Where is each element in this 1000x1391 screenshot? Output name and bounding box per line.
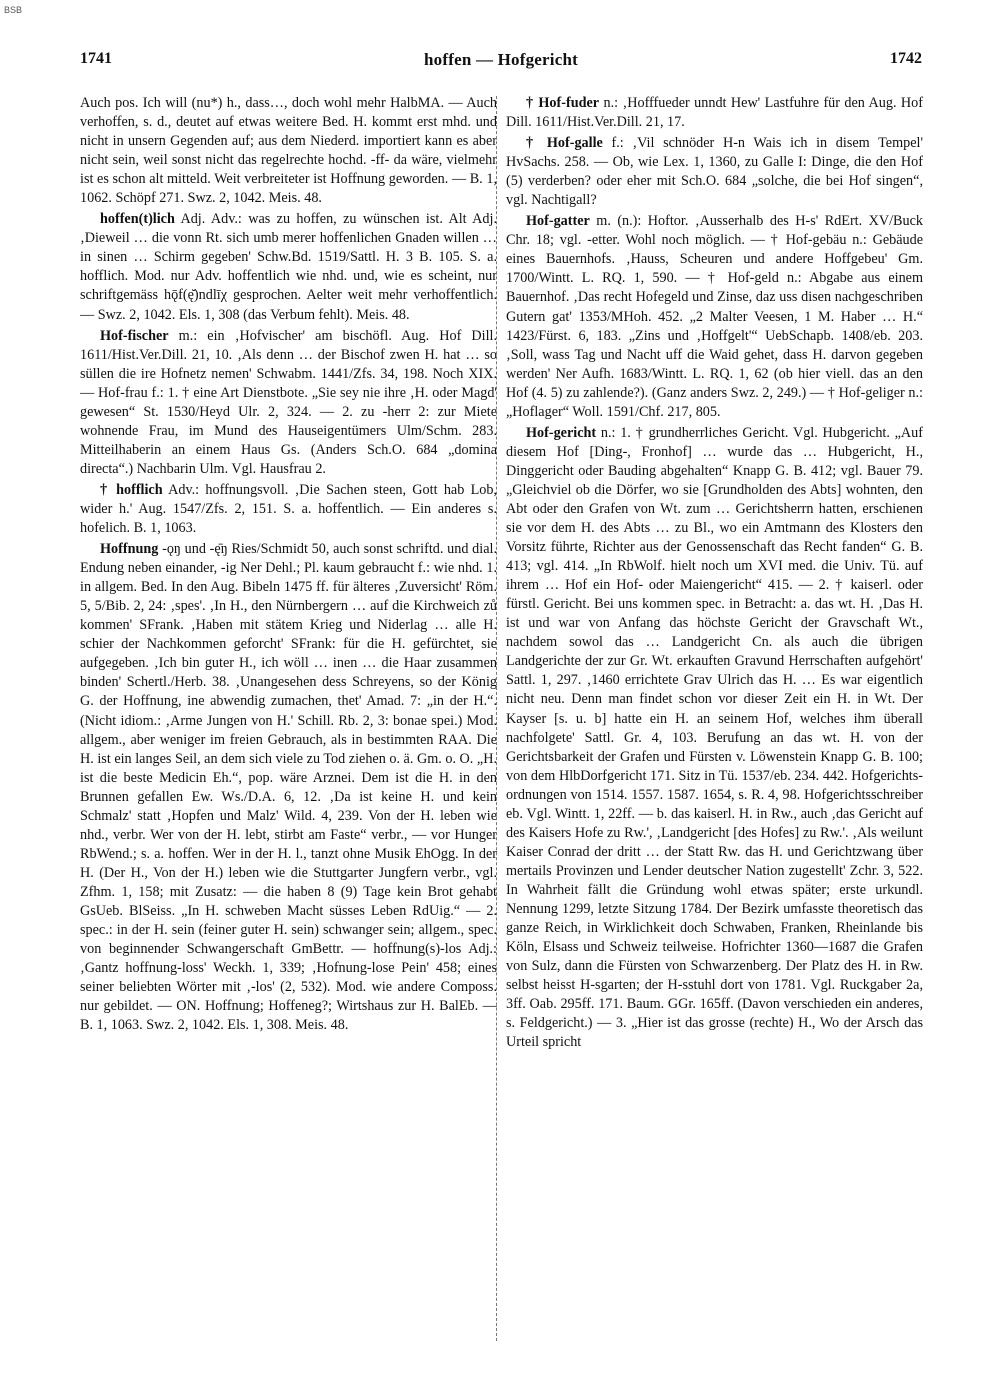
entry-headword: † Hof-fuder [526,95,600,111]
dictionary-entry [80,540,497,1035]
page-header [80,50,922,74]
entry-headword: † hofflich [100,481,163,498]
entry-text: m.: ein ‚Hofvischer' am bischöfl. Aug. Hof Dill. 1611/Hist.Ver.Dill. 21, 10. ‚Als denn … der Bischof zwen H. hat … so süllen die ire Hofnetz nemen' Schwabm. 1441/Zfs. 34, 198. Noch XIX. — Hof-frau f.: 1. † eine Art Dienstbote. „Sie sey nie ihre ‚H. oder Magd' gewesen“ St. 1530/Heyd Ulr. 2, 324. — 2. zu -herr 2: zur Miete wohnende Frau, im Mund des Hauseigentümers Ulm/Schm. 283. Mitteilhaberin an einem Haus Gs. (Anders Sch.O. 684 „domina directa“.) Nachbarin Ulm. Vgl. Hausfrau 2. [80,327,497,477]
left-column [80,94,497,1344]
dictionary-entry-continuation [80,94,497,208]
entry-text: f.: ‚Vil schnöder H-n Wais ich in disem Tempel' HvSachs. 258. — Ob, wie Lex. 1, 1360, zu Galle I: Dinge, die den Hof (5) verderben? oder eher mit Sch.O. 684 „solche, die bei Hof singen“, vgl. Nachtigall? [506,135,923,209]
entry-headword: Hof-gatter [526,213,590,230]
dictionary-entry [506,212,923,422]
running-title: hoffen — Hofgericht [424,50,578,69]
library-stamp: BSB [4,5,23,15]
entry-headword: Hof-fischer [100,327,169,344]
dictionary-entry [80,327,497,479]
entry-text: Adj. Adv.: was zu hoffen, zu wünschen ist. Alt Adj. ‚Dieweil … die vonn Rt. sich umb merer hoffenlichen Gnaden willen … in sinen … Schirm gegeben' Schw.Bd. 1519/Sattl. H. 3 B. 105. S. a. hofflich. Mod. nur Adv. hoffentlich wie nhd. und, wie es scheint, nur schriftgemäss hǭf(ę̆)ndlīχ gesprochen. Aelter weit mehr verhoffentlich. — Swz. 2, 1042. Els. 1, 308 (das Verbum fehlt). Meis. 48. [80,211,497,323]
dictionary-entry [80,481,497,538]
entry-text: n.: ‚Hofffueder unndt Hew' Lastfuhre für den Aug. Hof Dill. 1611/Hist.Ver.Dill. 21, 17. [506,95,923,131]
entry-headword: † Hof-galle [526,135,603,152]
dictionary-entry [506,424,923,1053]
dictionary-entry [80,210,497,324]
entry-headword: Hoffnung [100,541,159,558]
entry-text: Adv.: hoffnungsvoll. ‚Die Sachen steen, Gott hab Lob, wider h.' Aug. 1547/Zfs. 2, 151. S. a. hoffentlich. — Ein anderes s. hofelich. B. 1, 1063. [80,481,497,537]
entry-headword: Hof-gericht [526,424,597,441]
right-column [506,94,923,1344]
page-number-left: 1741 [80,50,112,67]
dictionary-entry [506,94,923,132]
entry-text: Auch pos. Ich will (nu*) h., dass…, doch wohl mehr HalbMA. — Auch verhoffen, s. d., deutet auf etwas weitere Bed. H. kommt erst mhd. und nicht in unsern Gegenden auf; aus dem Niederd. importiert kann es aber nicht sein, weil sonst nicht das regelrechte hochd. -ff- da wäre, vielmehr ist es schon alt mitteld. Weit verbreiteter ist Hoffnung geworden. — B. 1, 1062. Schöpf 271. Swz. 2, 1042. Meis. 48. [80,95,497,207]
column-divider [496,96,497,1341]
entry-text: -ǫŋ und -ę̄ŋ Ries/Schmidt 50, auch sonst schriftd. und dial. Endung neben einander, -ig Ner Dehl.; Pl. kaum gebraucht f.: wie nhd. 1. in allgem. Bed. In den Aug. Bibeln 1475 ff. für älteres ‚Zuversicht' Röm. 5, 5/Bib. 2, 24: ‚spes'. ‚In H., den Nürnbergern … auf die Kirchweich zů kommen' SFrank. ‚Haben mit stätem Krieg und Niderlag … alle H. schier der Nachkommen geforcht' SFrank: für die H. gefürchtet, sie aufgegeben. ‚Ich bin guter H., ich wöll … inen … die Haar zusammen binden' Schertl./Herb. 38. ‚Unangesehen dess Schreyens, so der König G. der Hoffnung, ine abwendig zumachen, thet' Amad. 7: „in der H.“. (Nicht idiom.: ‚Arme Jungen von H.' Schill. Rb. 2, 3: bonae spei.) Mod. allgem., aber weniger im freien Gebrauch, als in bestimmten RAA. Die H. ist ein langes Seil, an dem sich viele zu Tod ziehen o. ä. Gm. o. O. „H. ist die beste Medicin Eh.“, pop. wäre Arznei. Dem ist die H. in den Brunnen gefallen Ew. Ws./D.A. 6, 12. ‚Da ist keine H. und kein Schmalz' statt ‚Hopfen und Malz' Wild. 4, 239. Von der H. leben wie nhd., verbr. Wer von der H. lebt, stirbt am Faste“ verbr., — vor Hunger RbWend.; s. a. hoffen. Wer in der H. l., tanzt ohne Musik EhOgg. In der H. (Der H., Von der H.) leben wie die Stuttgarter Jungfern verbr., vgl. Zfhm. 1, 158; mit Zusatz: — die haben 8 (9) Tage kein Brot gehabt GsUeb. BlSeiss. „In H. schweben Macht süsses Leben RdUig.“ — 2. spec.: in der H. sein (feiner guter H. sein) schwanger sein; allgem., spec. von beginnender Schwangerschaft GmBettr. — hoffnung(s)-los Adj.: ‚Gantz hoffnung-loss' Weckh. 1, 339; ‚Hofnung-lose Pein' 458; eines seiner beliebten Wörter mit ‚-los' (2, 532). Mod. wie andere Composs. nur gebildet. — ON. Hoffnung; Hoffeneg?; Wirtshaus zur H. BalEb. — B. 1, 1063. Swz. 2, 1042. Els. 1, 308. Meis. 48. [80,541,497,1034]
entry-headword: hoffen(t)lich [100,211,175,228]
dictionary-entry [506,134,923,210]
page-number-right: 1742 [890,50,922,67]
entry-text: n.: 1. † grundherrliches Gericht. Vgl. Hubgericht. „Auf diesem Hof [Ding-, Fronhof] … wurde das … Hubgericht, H., Dinggericht oder Bauding abgehalten“ Knapp G. B. 412; vgl. Bauer 79. „Gleichviel ob die Dörfer, wo sie [Grundholden des Abts] wohnten, den Abt oder den Grafen von Wt. zum … Gerichtsherrn hatten, erschienen sie vor dem H. des Abts … zu Bl., wo ein Amtmann des Klosters den Vorsitz führte, Richter aus der Genossenschaft das Recht fanden“ G. B. 413; vgl. 414. „In RbWolf. hielt noch um XVI med. die Univ. Tü. auf ihrem … Hof ein Hof- oder Maiengericht“ 415. — 2. † kaiserl. oder fürstl. Gericht. Bei uns kommen spec. in Betracht: a. das wt. H. ‚Das H. ist und war von Anfang das höchste Gericht der Gravschaft Wt., nachdem sowol das … Landgericht Cn. als auch die übrigen Landgerichte der zur Gr. Wt. erkauften Gravund Herrschaften aufgehört' Sattl. 1, 297. ‚1460 errichtete Grav Ulrich das H. … Es war eigentlich nicht neu. Denn man findet schon vor dieser Zeit ein H. in Wt. Der Kayser [s. u. b] hatte ein H. an seinem Hof, welches ihm überall nachfolgete' Sattl. Gr. 4, 103. Berufung an das wt. H. von der Gerichtsbarkeit der Grafen und Fürsten v. Löwenstein Knapp G. B. 100; von dem HlbDorfgericht 171. Sitz in Tü. 1537/eb. 234. 442. Hofgerichts-ordnungen von 1514. 1557. 1587. 1654, s. R. 4, 98. Hofgerichtsschreiber eb. Vgl. Wintt. 1, 22ff. — b. das kaiserl. H. in Rw., auch ‚das Gericht auf des Kaisers Hofe zu Rw.', ‚Landgericht [des Hofes] zu Rw.'. ‚Als weilunt Kaiser Conrad der dritt … der Statt Rw. das H. und Gerichtzwang über mertails Provinzen und Lender deutscher Nation zugestellt' Zchr. 3, 522. In Wahrheit fällt die Gründung wohl etwas später; erste urkundl. Nennung 1299, letzte Sitzung 1784. Der Bezirk umfasste theoretisch das ganze Reich, in Wirklichkeit doch Schwaben, Franken, Rheinlande bis Köln, Elsass und Schweiz teilweise. Hofrichter 1360—1687 die Grafen von Sulz, dann die Fürsten von Schwarzenberg. Der Platz des H. in Rw. selbst heisst H-sgarten; der H-sstuhl dort von 1781. Vgl. Ruckgaber 2a, 3ff. Oab. 295ff. 171. Baum. GGr. 165ff. (Davon verschieden ein anderes, s. Feldgericht.) — 3. „Hier ist das grosse (rechte) H., Wo der Arsch das Urteil spricht [506,424,923,1051]
entry-text: m. (n.): Hoftor. ‚Ausserhalb des H-s' RdErt. XV/Buck Chr. 18; vgl. -etter. Wohl noch möglich. — † Hof-gebäu n.: Gebäude eines Bauernhofs. ‚Hauss, Scheuren und andere Hoffgebeu' Gm. 1700/Wintt. L. RQ. 1, 590. — † Hof-geld n.: Abgabe aus einem Bauernhof. ‚Das recht Hofegeld und Zinse, daz uss disen nachgeschriben Gutern gat' 1353/MHoh. 452. „2 Malter Veesen, 1 M. Haber … H.“ 1423/Fürst. 6, 183. „Zins und ‚Hoffgelt'“ UebSchapb. 1408/eb. 203. ‚Soll, wass Tag und Nacht uff die Waid gehet, dass H. darvon gegeben werden' Ner Aufh. 1683/Wintt. L. RQ. 1, 62 (ob hier viell. das an den Hof (4. 5) zu zahlende?). (Ganz anders Swz. 2, 249.) — † Hof-geliger n.: „Hoflager“ Woll. 1591/Chf. 217, 805. [506,213,923,420]
